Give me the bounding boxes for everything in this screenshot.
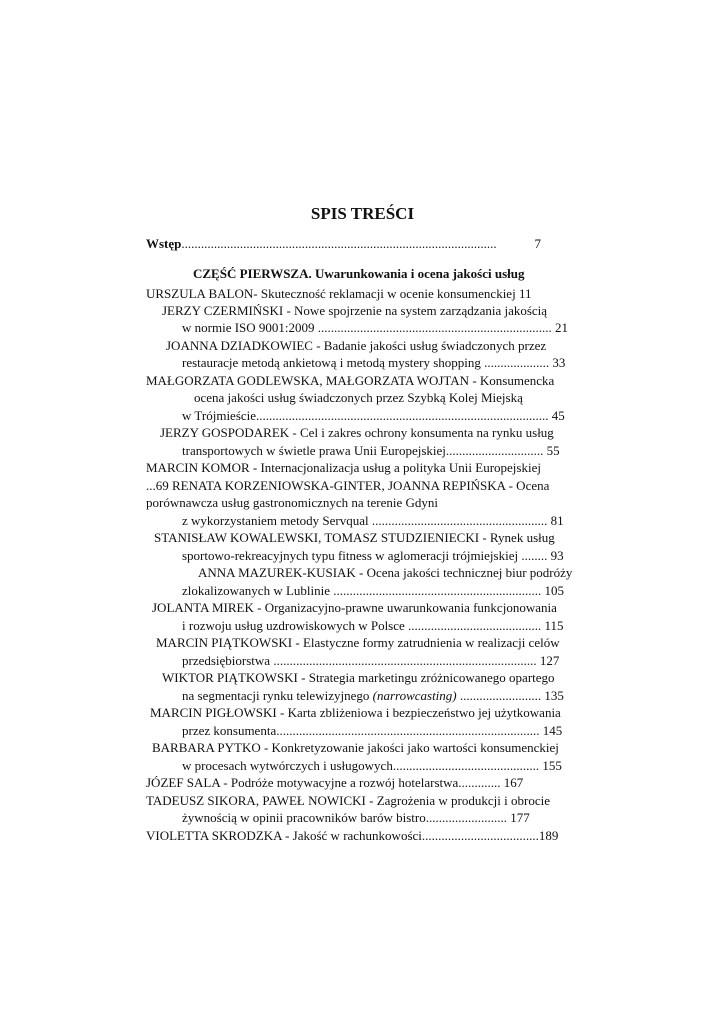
toc-line: sportowo-rekreacyjnych typu fitness w aglomeracji trójmiejskiej ........ 93 [182,548,564,563]
toc-line: porównawcza usług gastronomicznych na terenie Gdyni [146,495,439,510]
toc-line [182,688,564,704]
toc-line: JOLANTA MIREK - Organizacyjno-prawne uwarunkowania funkcjonowania [152,600,557,615]
toc-line: z wykorzystaniem metody Servqual ...................................................... 81 [182,513,564,528]
toc-line: MARCIN PIĄTKOWSKI - Elastyczne formy zatrudnienia w realizacji celów [156,635,560,650]
part-heading: CZĘŚĆ PIERWSZA. Uwarunkowania i ocena jakości usług [193,266,525,281]
toc-line: transportowych w świetle prawa Unii Europejskiej.............................. 55 [182,443,560,458]
intro-page: 7 [534,236,541,251]
toc-line: w Trójmieście.......................................................................................... 45 [182,408,565,423]
toc-line: BARBARA PYTKO - Konkretyzowanie jakości jako wartości konsumenckiej [152,740,559,755]
toc-line: STANISŁAW KOWALEWSKI, TOMASZ STUDZIENIECKI - Rynek usług [154,530,555,545]
toc-line: przedsiębiorstwa ................................................................................. 127 [182,653,560,668]
toc-line-italic: (narrowcasting) [372,688,457,703]
toc-line: żywnością w opinii pracowników barów bistro......................... 177 [182,810,530,825]
toc-line: restauracje metodą ankietową i metodą mystery shopping .................... 33 [182,355,566,370]
intro-label: Wstęp [146,236,182,251]
intro-entry [146,236,497,252]
toc-line: MARCIN PIGŁOWSKI - Karta zbliżeniowa i bezpieczeństwo jej użytkowania [150,705,561,720]
toc-line: VIOLETTA SKRODZKA - Jakość w rachunkowości....................................189 [146,828,559,843]
intro-dots: ................................................................................................. [181,236,497,251]
toc-line: i rozwoju usług uzdrowiskowych w Polsce ......................................... 115 [182,618,564,633]
toc-line: ...69 RENATA KORZENIOWSKA-GINTER, JOANNA REPIŃSKA - Ocena [146,478,550,493]
toc-line-dots: ......................... 135 [456,688,564,703]
toc-line: MAŁGORZATA GODLEWSKA, MAŁGORZATA WOJTAN - Konsumencka [146,373,555,388]
toc-line-text: na segmentacji rynku telewizyjnego [182,688,370,703]
toc-line: JERZY GOSPODAREK - Cel i zakres ochrony konsumenta na rynku usług [160,425,554,440]
toc-line: w procesach wytwórczych i usługowych............................................. 155 [182,758,562,773]
toc-line: JÓZEF SALA - Podróże motywacyjne a rozwój hotelarstwa............. 167 [146,775,524,790]
toc-line: TADEUSZ SIKORA, PAWEŁ NOWICKI - Zagrożenia w produkcji i obrocie [146,793,550,808]
toc-line: przez konsumenta................................................................................. 145 [182,723,563,738]
toc-line: URSZULA BALON- Skuteczność reklamacji w ocenie konsumenckiej 11 [146,286,532,301]
toc-line: ocena jakości usług świadczonych przez Szybką Kolej Miejską [194,390,523,405]
toc-line: MARCIN KOMOR - Internacjonalizacja usług a polityka Unii Europejskiej [146,460,541,475]
toc-line: w normie ISO 9001:2009 ........................................................................ 21 [182,320,569,335]
toc-line: ANNA MAZUREK-KUSIAK - Ocena jakości technicznej biur podróży [198,565,573,580]
toc-line: JOANNA DZIADKOWIEC - Badanie jakości usług świadczonych przez [166,338,547,353]
toc-line: zlokalizowanych w Lublinie ................................................................ 105 [182,583,565,598]
toc-line: JERZY CZERMIŃSKI - Nowe spojrzenie na system zarządzania jakością [162,303,548,318]
toc-line: WIKTOR PIĄTKOWSKI - Strategia marketingu zróżnicowanego opartego [162,670,555,685]
page-title: SPIS TREŚCI [310,204,415,223]
